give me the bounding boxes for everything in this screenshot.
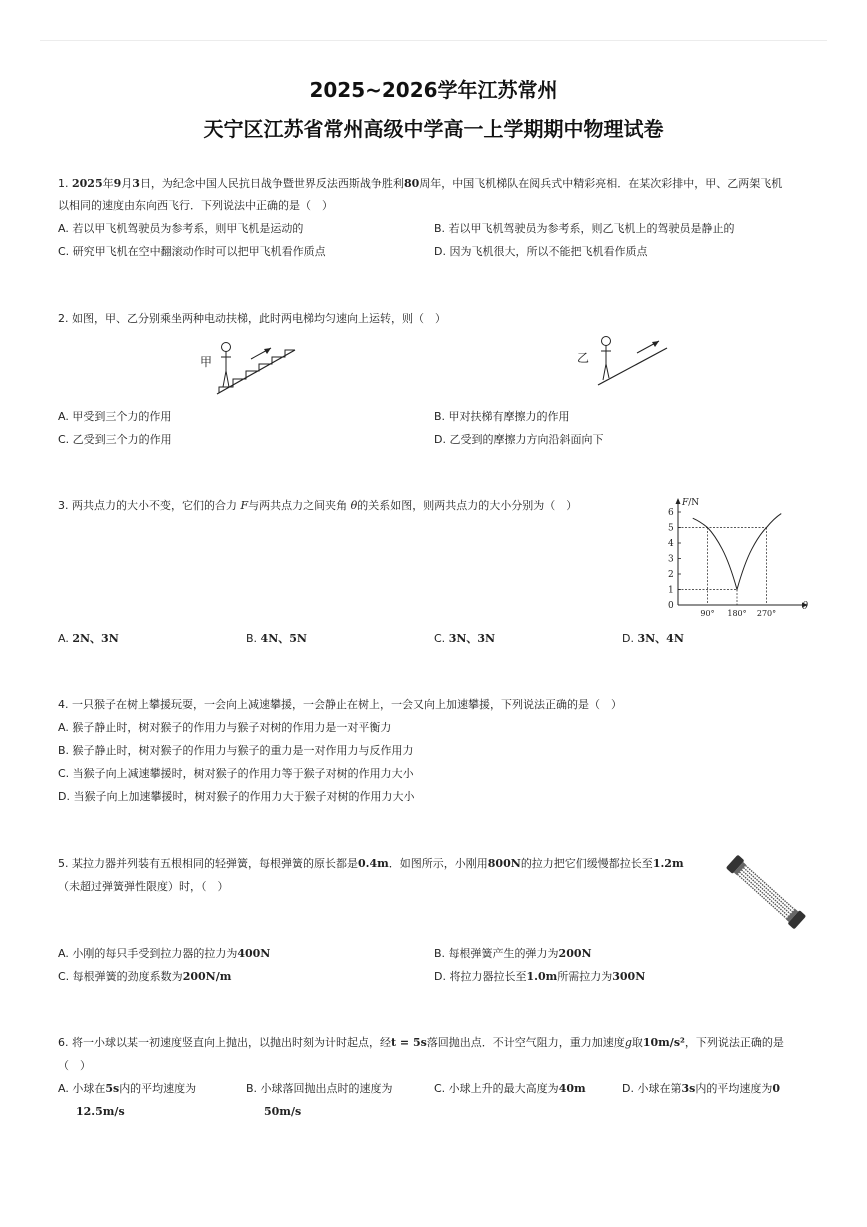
x-axis-label: θ: [802, 601, 809, 612]
y-tick-label: 6: [668, 508, 674, 518]
q1-option-d: D. 因为飞机很大，所以不能把飞机看作质点: [434, 245, 648, 258]
force-curve: [693, 514, 782, 590]
q6-option-a-value: 12.5m/s: [76, 1105, 125, 1118]
y-tick-label: 4: [668, 539, 674, 549]
q6-stem: 6. 将一小球以某一初速度竖直向上抛出，以抛出时刻为计时起点，经t = 5s落回抛出点．不计空气阻力，重力加速度g取10m/s²，下列说法正确的是: [58, 1036, 784, 1049]
y-tick-label: 2: [668, 570, 674, 580]
y-tick-label: 1: [668, 585, 674, 596]
q6-option-b: B. 小球落回抛出点时的速度为: [246, 1082, 393, 1095]
q4-stem: 4. 一只猴子在树上攀援玩耍，一会向上减速攀援，一会静止在树上，一会又向上加速攀援，下列说法正确的是（ ）: [58, 698, 622, 711]
q2-label-jia: 甲: [200, 355, 213, 369]
q2-stem: 2. 如图，甲、乙分别乘坐两种电动扶梯，此时两电梯均匀速向上运转，则（ ）: [58, 312, 446, 325]
spring-exerciser-figure: [720, 850, 812, 934]
x-tick-label: 270°: [756, 609, 777, 618]
y-axis-label: F/N: [682, 498, 700, 508]
q3-option-c: C. 3N、3N: [434, 632, 496, 645]
q2-option-a: A. 甲受到三个力的作用: [58, 410, 172, 423]
escalator-slope-figure: [570, 332, 670, 388]
q1-option-c: C. 研究甲飞机在空中翻滚动作时可以把甲飞机看作质点: [58, 245, 326, 258]
q5-option-d: D. 将拉力器拉长至1.0m所需拉力为300N: [434, 970, 646, 983]
q6-option-d: D. 小球在第3s内的平均速度为0: [622, 1082, 780, 1095]
q2-option-c: C. 乙受到三个力的作用: [58, 433, 172, 446]
q4-option-a: A. 猴子静止时，树对猴子的作用力与猴子对树的作用力是一对平衡力: [58, 721, 392, 734]
q6-stem-line2: （ ）: [58, 1059, 91, 1072]
q2-option-d: D. 乙受到的摩擦力方向沿斜面向下: [434, 433, 604, 446]
q5-option-a: A. 小刚的每只手受到拉力器的拉力为400N: [58, 947, 271, 960]
q2-label-yi: 乙: [577, 351, 590, 365]
q1-option-b: B. 若以甲飞机驾驶员为参考系，则乙飞机上的驾驶员是静止的: [434, 222, 735, 235]
q3-option-d: D. 3N、4N: [622, 632, 684, 645]
x-tick-label: 180°: [727, 609, 747, 618]
q4-option-c: C. 当猴子向上减速攀援时，树对猴子的作用力等于猴子对树的作用力大小: [58, 767, 414, 780]
force-angle-chart: [660, 492, 815, 620]
q3-option-a: A. 2N、3N: [58, 632, 119, 645]
escalator-stairs-figure: [195, 335, 305, 397]
q5-option-c: C. 每根弹簧的劲度系数为200N/m: [58, 970, 232, 983]
q6-option-a: A. 小球在5s内的平均速度为: [58, 1082, 197, 1095]
q1-stem: 1. 2025年9月3日，为纪念中国人民抗日战争暨世界反法西斯战争胜利80周年，中国飞机梯队在阅兵式中精彩亮相．在某次彩排中，甲、乙两架飞机: [58, 177, 783, 190]
q5-option-b: B. 每根弹簧产生的弹力为200N: [434, 947, 592, 960]
q4-option-d: D. 当猴子向上加速攀援时，树对猴子的作用力大于猴子对树的作用力大小: [58, 790, 415, 803]
top-divider: [40, 40, 827, 41]
q2-option-b: B. 甲对扶梯有摩擦力的作用: [434, 410, 570, 423]
q5-stem-line2: （未超过弹簧弹性限度）时，（ ）: [58, 880, 229, 893]
x-ticks: [700, 609, 776, 618]
q3-option-b: B. 4N、5N: [246, 632, 307, 645]
y-ticks: [668, 508, 681, 611]
q1-option-a: A. 若以甲飞机驾驶员为参考系，则甲飞机是运动的: [58, 222, 304, 235]
page-title-line1: 2025~2026学年江苏常州: [309, 78, 558, 102]
q6-option-c: C. 小球上升的最大高度为40m: [434, 1082, 586, 1095]
q5-stem: 5. 某拉力器并列装有五根相同的轻弹簧，每根弹簧的原长都是0.4m．如图所示，小刚用800N的拉力把它们缓慢都拉长至1.2m: [58, 857, 684, 870]
q4-option-b: B. 猴子静止时，树对猴子的作用力与猴子的重力是一对作用力与反作用力: [58, 744, 414, 757]
x-tick-label: 90°: [700, 609, 715, 618]
q1-stem-line2: 以相同的速度由东向西飞行．下列说法中正确的是（ ）: [58, 199, 333, 212]
q3-stem: 3. 两共点力的大小不变，它们的合力 F与两共点力之间夹角 θ的关系如图，则两共点力的大小分别为（ ）: [58, 499, 578, 512]
page-title-line2: 天宁区江苏省常州高级中学高一上学期期中物理试卷: [203, 117, 664, 141]
chart-guide-lines: [678, 528, 767, 606]
y-tick-label: 5: [668, 523, 674, 534]
y-tick-label: 3: [668, 554, 674, 565]
q6-option-b-value: 50m/s: [264, 1105, 302, 1118]
y-tick-label: 0: [668, 601, 674, 611]
